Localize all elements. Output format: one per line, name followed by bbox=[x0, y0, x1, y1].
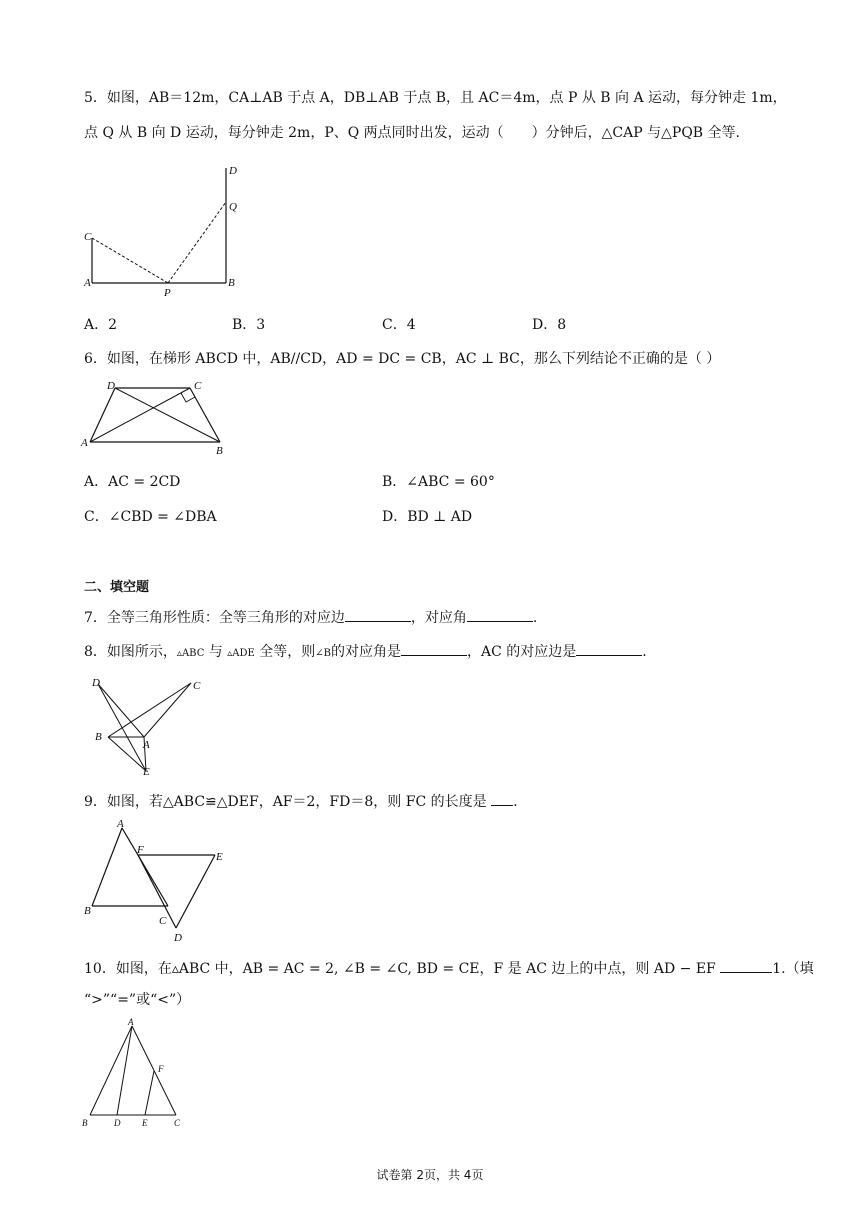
q8-angle: ∠B bbox=[315, 648, 332, 659]
q8-label-b: B bbox=[95, 731, 102, 743]
q6-option-c[interactable]: C．∠CBD = ∠DBA bbox=[84, 509, 217, 525]
q10-label-b: B bbox=[82, 1118, 88, 1128]
q7-blank-1[interactable] bbox=[345, 607, 411, 622]
q8-label-d: D bbox=[92, 677, 100, 689]
q6-figure bbox=[80, 378, 240, 458]
q6-option-d[interactable]: D．BD ⊥ AD bbox=[382, 509, 473, 525]
q10-blank[interactable] bbox=[720, 958, 772, 973]
q10-line1 bbox=[84, 958, 814, 979]
q5-option-c[interactable]: C．4 bbox=[382, 317, 416, 333]
q10-label-f: F bbox=[158, 1064, 164, 1074]
q7-blank-2[interactable] bbox=[467, 607, 533, 622]
q10-line2: “>”“=”或“<”） bbox=[84, 992, 191, 1008]
q8-part3: 的对应角是 bbox=[331, 644, 402, 660]
q8-tri1: ▵ABC bbox=[176, 648, 205, 659]
q6-option-b[interactable]: B．∠ABC = 60° bbox=[382, 474, 495, 490]
q5-label-c: C bbox=[84, 231, 92, 243]
q6-label-c: C bbox=[194, 380, 202, 392]
q8-part5: . bbox=[642, 644, 647, 660]
q6-label-d: D bbox=[107, 380, 115, 392]
q8-blank-2[interactable] bbox=[576, 641, 642, 656]
q10-line1b: 1.（填 bbox=[772, 961, 814, 977]
q10-line1a: 10．如图，在▵ABC 中，AB = AC = 2, ∠B = ∠C, BD = CE，F 是 AC 边上的中点，则 AD − EF bbox=[84, 961, 721, 977]
q5-label-a: A bbox=[84, 277, 91, 289]
q9-label-d: D bbox=[174, 932, 182, 944]
q8-part1: 8．如图所示， bbox=[84, 644, 177, 660]
q10-label-c: C bbox=[174, 1118, 181, 1128]
q8-blank-1[interactable] bbox=[401, 641, 467, 656]
q9-end: . bbox=[513, 794, 518, 810]
q8-figure bbox=[86, 672, 216, 782]
q5-option-a[interactable]: A．2 bbox=[84, 317, 118, 333]
q10-figure bbox=[80, 1016, 190, 1131]
q10-label-e: E bbox=[142, 1118, 148, 1128]
q6-label-a: A bbox=[81, 437, 88, 449]
q8-tri2: ▵ADE bbox=[227, 648, 255, 659]
q8-mid1: 与 bbox=[204, 644, 228, 660]
q6-option-a[interactable]: A．AC = 2CD bbox=[84, 474, 181, 490]
section-fill-in-title: 二、填空题 bbox=[84, 580, 150, 595]
q5-line1: 5．如图，AB＝12m，CA⊥AB 于点 A，DB⊥AB 于点 B，且 AC＝4m，点 P 从 B 向 A 运动，每分钟走 1m， bbox=[84, 90, 787, 106]
q7-part3: . bbox=[532, 610, 538, 626]
q5-option-b[interactable]: B．3 bbox=[232, 317, 266, 333]
q9-stem: 9．如图，若△ABC≌△DEF，AF＝2，FD＝8，则 FC 的长度是 bbox=[84, 794, 492, 810]
q5-label-b: B bbox=[228, 277, 235, 289]
q10-label-d: D bbox=[114, 1118, 121, 1128]
q7-text bbox=[84, 607, 537, 628]
q8-text bbox=[84, 641, 647, 664]
q9-label-f: F bbox=[137, 844, 144, 856]
q9-figure bbox=[80, 818, 240, 943]
q7-part1: 7．全等三角形性质：全等三角形的对应边 bbox=[84, 610, 345, 626]
q5-option-d[interactable]: D．8 bbox=[532, 317, 567, 333]
q5-label-d: D bbox=[229, 165, 237, 177]
q8-label-a: A bbox=[143, 739, 150, 751]
q7-part2: ，对应角 bbox=[410, 610, 467, 626]
q9-label-b: B bbox=[84, 905, 91, 917]
q8-label-c: C bbox=[193, 680, 201, 692]
q6-stem: 6．如图，在梯形 ABCD 中，AB//CD，AD = DC = CB，AC ⊥ BC，那么下列结论不正确的是（ ） bbox=[84, 351, 721, 367]
q5-label-p: P bbox=[164, 287, 171, 299]
q9-label-c: C bbox=[159, 915, 167, 927]
q6-label-b: B bbox=[216, 445, 223, 457]
q9-label-e: E bbox=[216, 851, 223, 863]
q5-label-q: Q bbox=[229, 201, 237, 213]
q5-line2: 点 Q 从 B 向 D 运动，每分钟走 2m，P、Q 两点同时出发，运动（ ）分钟后，△CAP 与△PQB 全等. bbox=[84, 125, 740, 141]
q9-text bbox=[84, 791, 518, 812]
page-footer: 试卷第 2页，共 4页 bbox=[376, 1168, 484, 1182]
q8-label-e: E bbox=[143, 766, 150, 778]
q5-figure bbox=[80, 160, 250, 300]
q8-part4: ，AC 的对应边是 bbox=[467, 644, 577, 660]
q8-part2: 全等，则 bbox=[254, 644, 316, 660]
q10-label-a: A bbox=[128, 1017, 134, 1027]
q9-label-a: A bbox=[117, 818, 124, 830]
q9-blank[interactable] bbox=[491, 791, 513, 806]
